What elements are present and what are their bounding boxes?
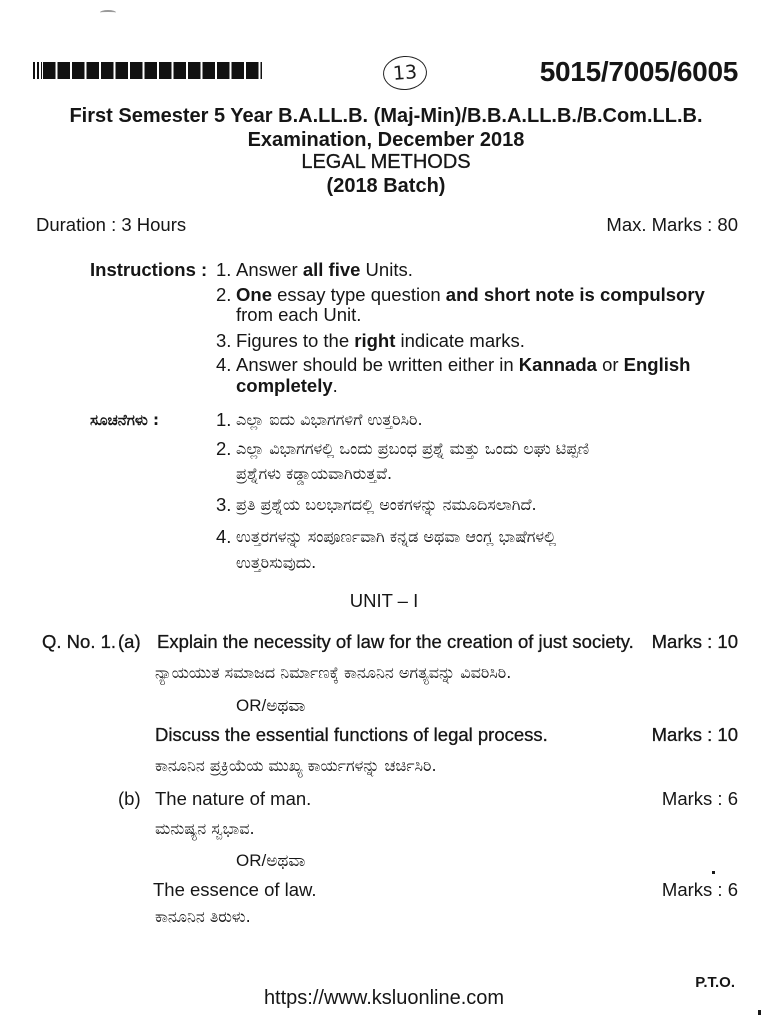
barcode xyxy=(33,62,262,79)
scan-mark xyxy=(100,10,116,15)
instruction-segment: Figures to the xyxy=(236,330,355,351)
question-marks: Marks : 10 xyxy=(651,631,738,652)
question-marks: Marks : 10 xyxy=(651,724,738,745)
instruction-number: 2. xyxy=(216,284,232,305)
question-number: Q. No. 1. xyxy=(42,631,117,652)
question-text-kannada: ನ್ಯಾಯಯುತ ಸಮಾಜದ ನಿರ್ಮಾಣಕ್ಕೆ ಕಾನೂನಿನ ಅಗತ್ಯವನ್ನು ವಿವರಿಸಿರಿ. xyxy=(155,663,512,682)
question-text-kannada: ಕಾನೂನಿನ ತಿರುಳು. xyxy=(155,907,251,926)
batch-title: (2018 Batch) xyxy=(326,175,446,197)
kannada-instruction-number: 2. xyxy=(216,438,232,459)
instruction-segment: essay type question xyxy=(271,284,446,305)
question-part-label: (b) xyxy=(118,788,141,809)
kannada-instruction-text-continuation: ಪ್ರಶ್ನೆಗಳು ಕಡ್ಡಾಯವಾಗಿರುತ್ತವೆ. xyxy=(236,464,393,483)
instruction-emphasis: all five xyxy=(302,259,361,280)
source-url: https://www.ksluonline.com xyxy=(263,987,505,1009)
instruction-segment: Answer should be written either in xyxy=(236,354,519,375)
kannada-instruction-number: 1. xyxy=(216,409,232,430)
instruction-emphasis: Kannada xyxy=(518,354,597,375)
question-part-label: (a) xyxy=(118,631,141,652)
question-text: The essence of law. xyxy=(153,879,317,900)
max-marks: Max. Marks : 80 xyxy=(606,214,738,235)
or-separator: OR/ಅಥವಾ xyxy=(236,851,306,870)
unit-heading: UNIT – I xyxy=(349,590,419,611)
instruction-number: 3. xyxy=(216,330,232,351)
instruction-segment: Units. xyxy=(360,259,413,280)
subject-title: LEGAL METHODS xyxy=(301,151,471,173)
question-text: Discuss the essential functions of legal process. xyxy=(155,724,548,745)
kannada-instruction-text: ಎಲ್ಲಾ ಐದು ವಿಭಾಗಗಳಿಗೆ ಉತ್ತರಿಸಿರಿ. xyxy=(236,410,423,429)
kannada-instruction-number: 3. xyxy=(216,494,232,515)
question-text: The nature of man. xyxy=(155,788,312,809)
course-title: First Semester 5 Year B.A.LL.B. (Maj-Min)/B.B.A.LL.B./B.Com.LL.B. xyxy=(69,105,703,127)
instruction-text xyxy=(236,354,690,376)
instruction-emphasis: completely xyxy=(236,375,333,396)
instruction-segment: or xyxy=(596,354,624,375)
kannada-instruction-text: ಪ್ರತಿ ಪ್ರಶ್ನೆಯ ಬಲಭಾಗದಲ್ಲಿ ಅಂಕಗಳನ್ನು ನಮೂದಿಸಲಾಗಿದೆ. xyxy=(236,495,537,514)
instruction-segment: from each Unit. xyxy=(236,304,362,325)
paper-code: 5015/7005/6005 xyxy=(539,56,738,87)
instructions-label: Instructions : xyxy=(90,259,208,280)
instruction-segment: . xyxy=(332,375,338,396)
instruction-segment: Answer xyxy=(236,259,303,280)
question-text-kannada: ಮನುಷ್ಯನ ಸ್ವಭಾವ. xyxy=(155,819,255,838)
instruction-number: 1. xyxy=(216,259,232,280)
question-text: Explain the necessity of law for the creation of just society. xyxy=(157,631,634,652)
instruction-text xyxy=(236,259,413,281)
instruction-emphasis: and short note is compulsory xyxy=(445,284,705,305)
question-text-kannada: ಕಾನೂನಿನ ಪ್ರಕ್ರಿಯೆಯ ಮುಖ್ಯ ಕಾರ್ಯಗಳನ್ನು ಚರ್ಚಿಸಿರಿ. xyxy=(155,756,437,775)
kannada-instructions-label: ಸೂಚನೆಗಳು : xyxy=(90,411,159,429)
scan-speck xyxy=(712,871,715,874)
kannada-instruction-number: 4. xyxy=(216,526,232,547)
duration: Duration : 3 Hours xyxy=(36,214,187,235)
kannada-instruction-text: ಉತ್ತರಗಳನ್ನು ಸಂಪೂರ್ಣವಾಗಿ ಕನ್ನಡ ಅಥವಾ ಆಂಗ್ಲ ಭಾಷೆಗಳಲ್ಲಿ xyxy=(236,527,557,546)
instruction-text xyxy=(236,330,525,352)
instruction-emphasis: English xyxy=(623,354,691,375)
kannada-instruction-text: ಎಲ್ಲಾ ವಿಭಾಗಗಳಲ್ಲಿ ಒಂದು ಪ್ರಬಂಧ ಪ್ರಶ್ನೆ ಮತ್ತು ಒಂದು ಲಘು ಟಿಪ್ಪಣಿ xyxy=(236,439,590,458)
question-marks: Marks : 6 xyxy=(661,879,738,900)
examination-title: Examination, December 2018 xyxy=(247,129,525,151)
barcode-guard-bars xyxy=(33,62,42,79)
instruction-number: 4. xyxy=(216,354,232,375)
kannada-instruction-text-continuation: ಉತ್ತರಿಸುವುದು. xyxy=(236,553,317,572)
question-marks: Marks : 6 xyxy=(661,788,738,809)
instruction-emphasis: One xyxy=(236,284,272,305)
please-turn-over: P.T.O. xyxy=(695,974,735,991)
instruction-segment: indicate marks. xyxy=(395,330,525,351)
circled-number: 13 xyxy=(392,61,418,85)
circled-page-number xyxy=(382,55,428,92)
instruction-text-continuation xyxy=(236,375,338,397)
instruction-emphasis: right xyxy=(354,330,396,351)
or-separator: OR/ಅಥವಾ xyxy=(236,696,306,715)
instruction-text-continuation xyxy=(236,304,361,326)
instruction-text xyxy=(236,284,705,306)
barcode-bars xyxy=(43,62,262,79)
scan-speck xyxy=(758,1010,761,1015)
